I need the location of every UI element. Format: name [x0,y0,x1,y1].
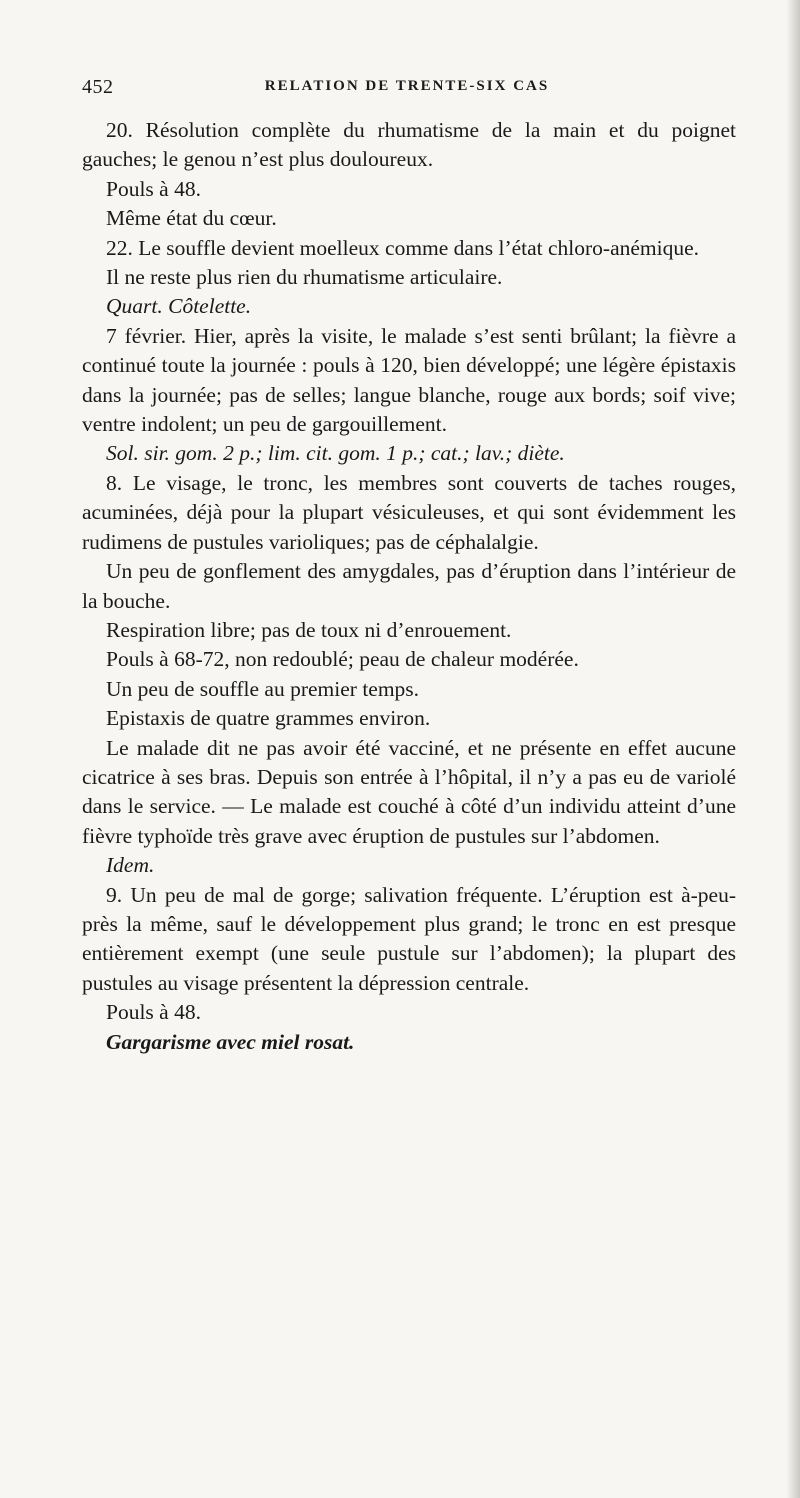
paragraph-day-22: 22. Le souffle devient moelleux comme dans l’état chloro-anémique. [106,235,700,260]
paragraph-rheumatism-gone: Il ne reste plus rien du rhumatisme articulaire. [106,265,503,290]
paragraph-day-20: 20. Résolution complète du rhumatisme de la main et du poignet gauches; le genou n’est plus douloureux. [82,118,736,172]
paragraph-pulse-48: Pouls à 48. [106,176,201,201]
paragraph-amygdales: Un peu de gonflement des amygdales, pas d’éruption dans l’intérieur de la bouche. [82,559,736,613]
paragraph-diet-quart: Quart. Côtelette. [106,294,252,319]
body-text [82,116,736,1057]
paragraph-respiration: Respiration libre; pas de toux ni d’enrouement. [106,617,512,642]
paragraph-pulse-68-72: Pouls à 68-72, non redoublé; peau de chaleur modérée. [106,647,579,672]
paragraph-day-9: 9. Un peu de mal de gorge; salivation fréquente. L’éruption est à-peu-près la même, sauf le développement plus grand; le tronc en est presque entièrement exempt (une seule pustule sur l’abdomen); la plupart des pustules au visage présentent la dépression centrale. [82,882,736,995]
paragraph-day-8: 8. Le visage, le tronc, les membres sont couverts de taches rouges, acuminées, déjà pour la plupart vésiculeuses, et qui sont évidemment les rudimens de pustules varioliques; pas de céphalalgie. [82,470,736,554]
page-edge-shadow [786,0,800,1498]
page-number: 452 [82,76,114,98]
paragraph-prescription: Sol. sir. gom. 2 p.; lim. cit. gom. 1 p.; cat.; lav.; diète. [106,441,565,466]
paragraph-idem: Idem. [106,853,155,878]
paragraph-pulse-48-b: Pouls à 48. [106,1000,201,1025]
page-header [82,76,732,108]
paragraph-gargarisme: Gargarisme avec miel rosat. [106,1029,355,1054]
paragraph-epistaxis: Epistaxis de quatre grammes environ. [106,706,431,731]
running-head: RELATION DE TRENTE-SIX CAS [264,78,550,94]
paragraph-souffle: Un peu de souffle au premier temps. [106,676,420,701]
paragraph-heart-state: Même état du cœur. [106,206,277,231]
paragraph-feb-7: 7 février. Hier, après la visite, le malade s’est senti brûlant; la fièvre a continué toute la journée : pouls à 120, bien développé; une légère épistaxis dans la journée; pas de selles; langue blanche, rouge aux bords; soif vive; ventre indolent; un peu de gargouillement. [82,323,736,437]
paragraph-vaccination: Le malade dit ne pas avoir été vacciné, et ne présente en effet aucune cicatrice à ses bras. Depuis son entrée à l’hôpital, il n’y a pas eu de variolé dans le service. — Le malade est couché à côté d’un individu atteint d’une fièvre typhoïde très grave avec éruption de pustules sur l’abdomen. [82,735,736,848]
